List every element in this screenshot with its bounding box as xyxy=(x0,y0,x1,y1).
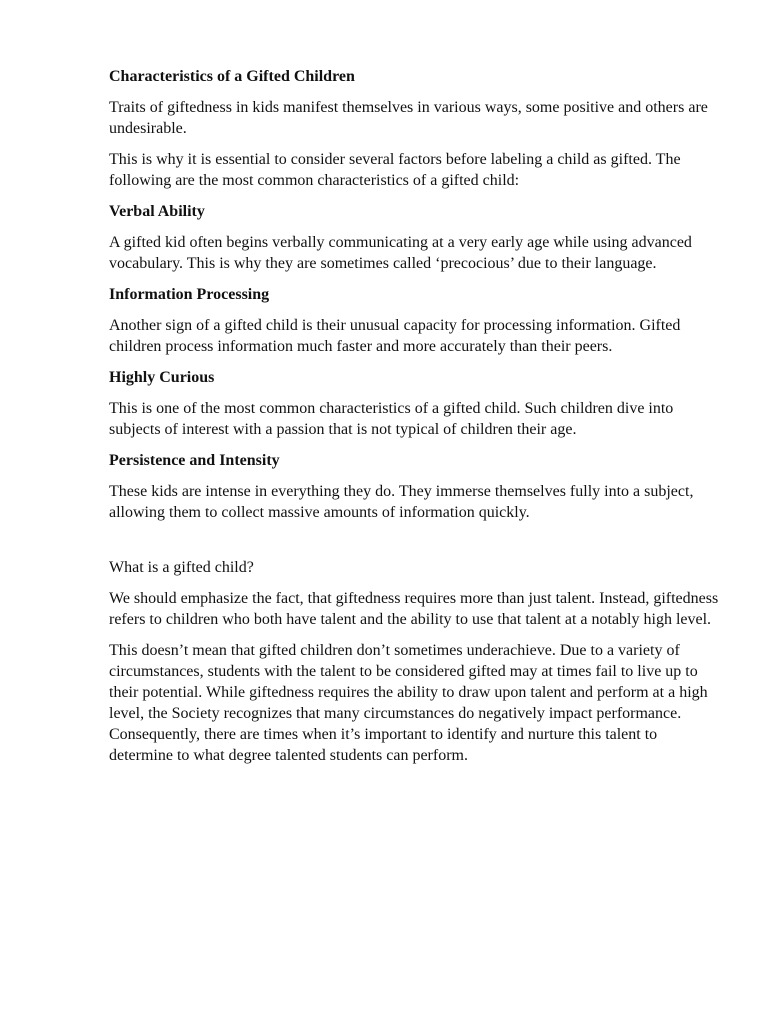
second-part-heading: What is a gifted child? xyxy=(109,559,254,576)
section-body-information-processing: Another sign of a gifted child is their unusual capacity for processing information. Gifted children process information much faster and more accurately than their peers. xyxy=(109,317,681,355)
section-heading-persistence-intensity: Persistence and Intensity xyxy=(109,452,280,469)
section-heading-highly-curious: Highly Curious xyxy=(109,369,215,386)
section-body-persistence-intensity: These kids are intense in everything they do. They immerse themselves fully into a subject, allowing them to collect massive amounts of information quickly. xyxy=(109,483,694,521)
second-part-paragraph-1: We should emphasize the fact, that giftedness requires more than just talent. Instead, giftedness refers to children who both have talent and the ability to use that talent at a notably high level. xyxy=(109,590,719,628)
intro-paragraph-2: This is why it is essential to consider several factors before labeling a child as gifted. The following are the most common characteristics of a gifted child: xyxy=(109,151,681,189)
intro-paragraph-1: Traits of giftedness in kids manifest themselves in various ways, some positive and others are undesirable. xyxy=(109,99,708,137)
document-page xyxy=(109,66,719,776)
section-spacer xyxy=(109,533,719,557)
section-body-verbal-ability: A gifted kid often begins verbally communicating at a very early age while using advanced vocabulary. This is why they are sometimes called ‘precocious’ due to their language. xyxy=(109,234,692,272)
section-heading-verbal-ability: Verbal Ability xyxy=(109,203,205,220)
section-heading-information-processing: Information Processing xyxy=(109,286,270,303)
document-title: Characteristics of a Gifted Children xyxy=(109,68,355,85)
second-part-paragraph-2: This doesn’t mean that gifted children don’t sometimes underachieve. Due to a variety of circumstances, students with the talent to be considered gifted may at times fail to live up to their potential. While giftedness requires the ability to draw upon talent and perform at a high level, the Society recognizes that many circumstances do negatively impact performance. Consequently, there are times when it’s important to identify and nurture this talent to determine to what degree talented students can perform. xyxy=(109,642,708,764)
section-body-highly-curious: This is one of the most common characteristics of a gifted child. Such children dive into subjects of interest with a passion that is not typical of children their age. xyxy=(109,400,674,438)
